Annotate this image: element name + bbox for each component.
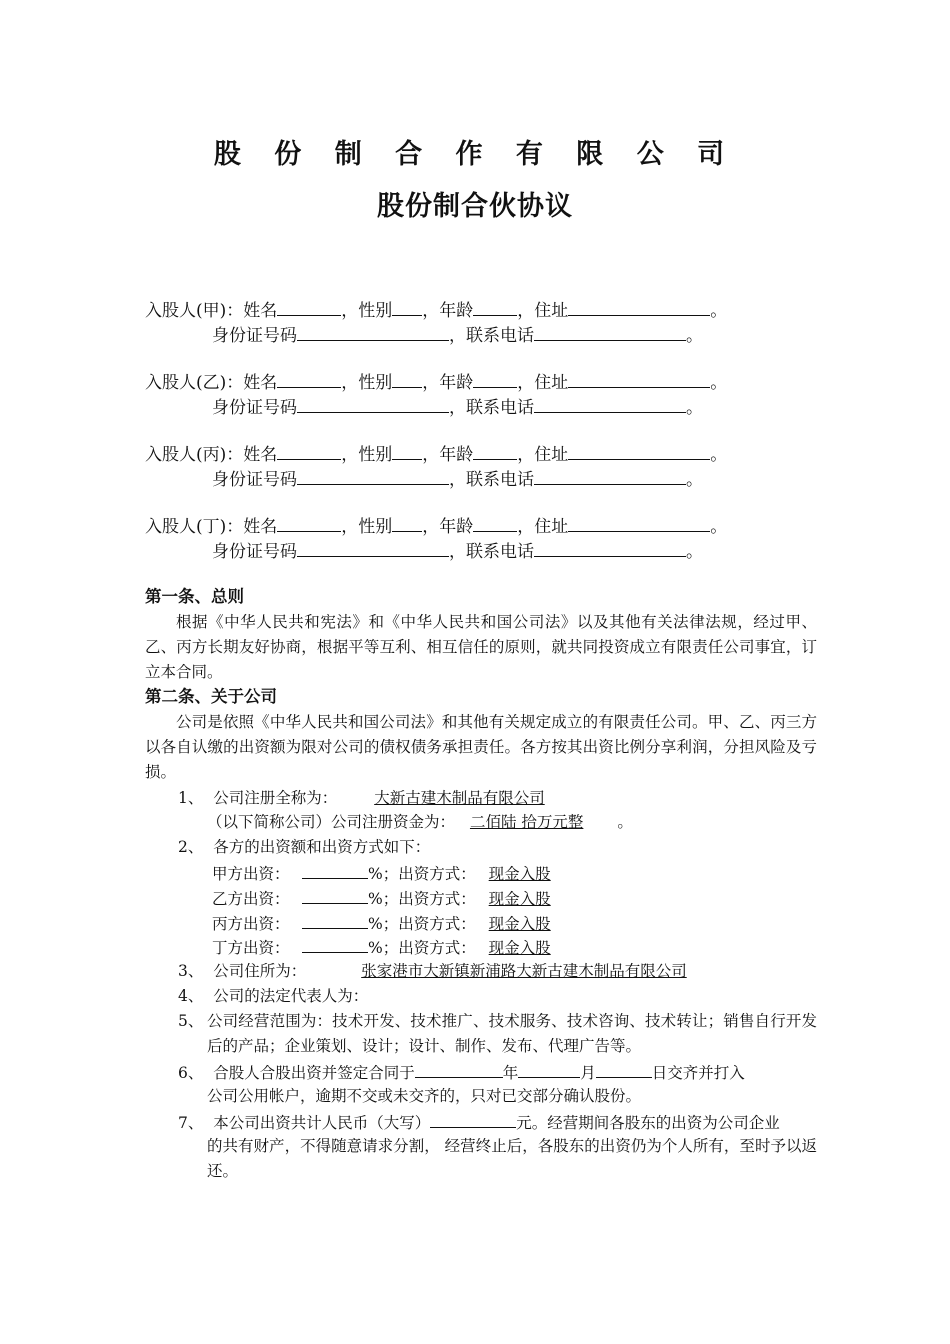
item-6-continued: 公司公用帐户，逾期不交或未交齐的，只对已交部分确认股份。 bbox=[207, 1087, 642, 1105]
address-field[interactable] bbox=[568, 441, 710, 460]
percent-field[interactable] bbox=[302, 885, 368, 904]
contribution-row bbox=[212, 934, 551, 961]
party-label: 乙方出资： bbox=[212, 890, 290, 908]
shareholder-name-label: 入股人(丁)：姓名 bbox=[145, 517, 278, 537]
id-field[interactable] bbox=[297, 538, 449, 557]
month-label: 月 bbox=[580, 1064, 596, 1082]
sex-field[interactable] bbox=[392, 297, 422, 316]
sex-label: ，性别 bbox=[341, 517, 393, 537]
percent-field[interactable] bbox=[302, 934, 368, 953]
shareholder-line-2 bbox=[212, 394, 703, 419]
sex-field[interactable] bbox=[392, 513, 422, 532]
article-2-heading: 第二条、关于公司 bbox=[145, 687, 277, 706]
day-field[interactable] bbox=[596, 1059, 652, 1078]
phone-field[interactable] bbox=[534, 466, 686, 485]
shareholder-line-2 bbox=[212, 466, 703, 491]
contribution-method: 现金入股 bbox=[488, 890, 551, 908]
id-label: 身份证号码 bbox=[212, 398, 297, 418]
percent-field[interactable] bbox=[302, 860, 368, 879]
period: 。 bbox=[710, 301, 728, 321]
period: 。 bbox=[686, 326, 703, 346]
age-label: ，年龄 bbox=[422, 301, 474, 321]
item-label: （以下简称公司）公司注册资金为： bbox=[207, 813, 456, 831]
id-label: 身份证号码 bbox=[212, 542, 297, 562]
sex-field[interactable] bbox=[392, 369, 422, 388]
period: 。 bbox=[686, 398, 703, 418]
id-label: 身份证号码 bbox=[212, 326, 297, 346]
item-number: 3、 bbox=[178, 962, 204, 980]
address-label: ，住址 bbox=[517, 445, 569, 465]
item-number: 2、 bbox=[178, 838, 204, 856]
item-number: 7、 bbox=[178, 1114, 204, 1132]
percent-label: %；出资方式： bbox=[368, 939, 476, 957]
phone-label: ，联系电话 bbox=[449, 470, 534, 490]
name-field[interactable] bbox=[277, 369, 341, 388]
phone-label: ，联系电话 bbox=[449, 542, 534, 562]
article-2-text: 公司是依照《中华人民共和国公司法》和其他有关规定成立的有限责任公司。甲、乙、丙三方以各自认缴的出资额为限对公司的债权债务承担责任。各方按其出资比例分享利润，分担风险及亏损。 bbox=[145, 713, 817, 781]
address-label: ，住址 bbox=[517, 373, 569, 393]
party-label: 丙方出资： bbox=[212, 915, 290, 933]
item-label: 公司住所为： bbox=[213, 962, 307, 980]
item-6 bbox=[178, 1059, 745, 1086]
id-field[interactable] bbox=[297, 322, 449, 341]
year-field[interactable] bbox=[415, 1059, 503, 1078]
address-field[interactable] bbox=[568, 297, 710, 316]
percent-field[interactable] bbox=[302, 910, 368, 929]
party-label: 丁方出资： bbox=[212, 939, 290, 957]
age-label: ，年龄 bbox=[422, 517, 474, 537]
item-label: 公司注册全称为： bbox=[213, 789, 338, 807]
contribution-method: 现金入股 bbox=[488, 915, 551, 933]
contribution-row bbox=[212, 885, 551, 912]
id-label: 身份证号码 bbox=[212, 470, 297, 490]
period: 。 bbox=[710, 445, 728, 465]
contribution-row bbox=[212, 910, 551, 937]
sex-label: ，性别 bbox=[341, 301, 393, 321]
period: 。 bbox=[686, 470, 703, 490]
item-label: 各方的出资额和出资方式如下： bbox=[213, 838, 431, 856]
name-field[interactable] bbox=[277, 297, 341, 316]
item-2 bbox=[178, 835, 430, 860]
contribution-row bbox=[212, 860, 551, 887]
day-label: 日交齐并打入 bbox=[651, 1064, 745, 1082]
address-label: ，住址 bbox=[517, 517, 569, 537]
item-5-number: 5、 bbox=[178, 1012, 204, 1030]
shareholder-line-2 bbox=[212, 322, 703, 347]
item-7-continued: 的共有财产，不得随意请求分割， 经营终止后，各股东的出资仍为个人所有，至时予以返还。 bbox=[207, 1137, 817, 1180]
id-field[interactable] bbox=[297, 466, 449, 485]
item-text: 本公司出资共计人民币（大写） bbox=[213, 1114, 431, 1132]
company-title: 股 份 制 合 作 有 限 公 司 bbox=[213, 139, 737, 170]
sex-label: ，性别 bbox=[341, 445, 393, 465]
name-field[interactable] bbox=[277, 441, 341, 460]
id-field[interactable] bbox=[297, 394, 449, 413]
age-field[interactable] bbox=[473, 369, 517, 388]
contribution-method: 现金入股 bbox=[488, 939, 551, 957]
shareholder-line-1 bbox=[145, 513, 727, 538]
period: 。 bbox=[710, 373, 728, 393]
article-1-text: 根据《中华人民共和宪法》和《中华人民共和国公司法》以及其他有关法律法规，经过甲、乙、丙方长期友好协商，根据平等互利、相互信任的原则，就共同投资成立有限责任公司事宜，订立本合同。 bbox=[145, 613, 817, 681]
article-1-heading: 第一条、总则 bbox=[145, 587, 244, 606]
phone-label: ，联系电话 bbox=[449, 326, 534, 346]
address-field[interactable] bbox=[568, 369, 710, 388]
month-field[interactable] bbox=[518, 1059, 580, 1078]
age-field[interactable] bbox=[473, 441, 517, 460]
item-3 bbox=[178, 959, 687, 984]
agreement-title: 股份制合伙协议 bbox=[377, 191, 573, 222]
phone-field[interactable] bbox=[534, 538, 686, 557]
shareholder-name-label: 入股人(甲)：姓名 bbox=[145, 301, 278, 321]
item-1-capital bbox=[207, 810, 633, 835]
item-4 bbox=[178, 984, 368, 1009]
address-field[interactable] bbox=[568, 513, 710, 532]
shareholder-line-1 bbox=[145, 369, 727, 394]
percent-label: %；出资方式： bbox=[368, 890, 476, 908]
phone-field[interactable] bbox=[534, 394, 686, 413]
amount-field[interactable] bbox=[430, 1109, 516, 1128]
sex-field[interactable] bbox=[392, 441, 422, 460]
shareholder-line-1 bbox=[145, 297, 727, 322]
company-address: 张家港市大新镇新浦路大新古建木制品有限公司 bbox=[361, 962, 687, 980]
year-label: 年 bbox=[502, 1064, 519, 1082]
percent-label: %；出资方式： bbox=[368, 915, 476, 933]
item-5-text: 公司经营范围为：技术开发、技术推广、技术服务、技术咨询、技术转让；销售自行开发后的产品；企业策划、设计；设计、制作、发布、代理广告等。 bbox=[207, 1012, 817, 1055]
sex-label: ，性别 bbox=[341, 373, 393, 393]
shareholder-name-label: 入股人(丙)：姓名 bbox=[145, 445, 278, 465]
phone-field[interactable] bbox=[534, 322, 686, 341]
percent-label: %；出资方式： bbox=[368, 865, 476, 883]
item-number: 6、 bbox=[178, 1064, 204, 1082]
party-label: 甲方出资： bbox=[212, 865, 290, 883]
age-field[interactable] bbox=[473, 297, 517, 316]
item-7 bbox=[178, 1109, 780, 1136]
age-label: ，年龄 bbox=[422, 373, 474, 393]
period: 。 bbox=[710, 517, 728, 537]
item-label: 公司的法定代表人为： bbox=[213, 987, 369, 1005]
item-number: 1、 bbox=[178, 789, 204, 807]
item-number: 4、 bbox=[178, 987, 204, 1005]
contribution-method: 现金入股 bbox=[488, 865, 551, 883]
age-field[interactable] bbox=[473, 513, 517, 532]
shareholder-name-label: 入股人(乙)：姓名 bbox=[145, 373, 278, 393]
company-full-name: 大新古建木制品有限公司 bbox=[374, 789, 545, 807]
phone-label: ，联系电话 bbox=[449, 398, 534, 418]
shareholder-line-2 bbox=[212, 538, 703, 563]
period: 。 bbox=[686, 542, 703, 562]
address-label: ，住址 bbox=[517, 301, 569, 321]
shareholder-line-1 bbox=[145, 441, 727, 466]
item-1 bbox=[178, 786, 549, 811]
item-text: 合股人合股出资并签定合同于 bbox=[213, 1064, 415, 1082]
item-text: 元。经营期间各股东的出资为公司企业 bbox=[516, 1114, 780, 1132]
name-field[interactable] bbox=[277, 513, 341, 532]
period: 。 bbox=[617, 813, 633, 831]
age-label: ，年龄 bbox=[422, 445, 474, 465]
registered-capital: 二佰陆 拾万元整 bbox=[469, 813, 584, 831]
